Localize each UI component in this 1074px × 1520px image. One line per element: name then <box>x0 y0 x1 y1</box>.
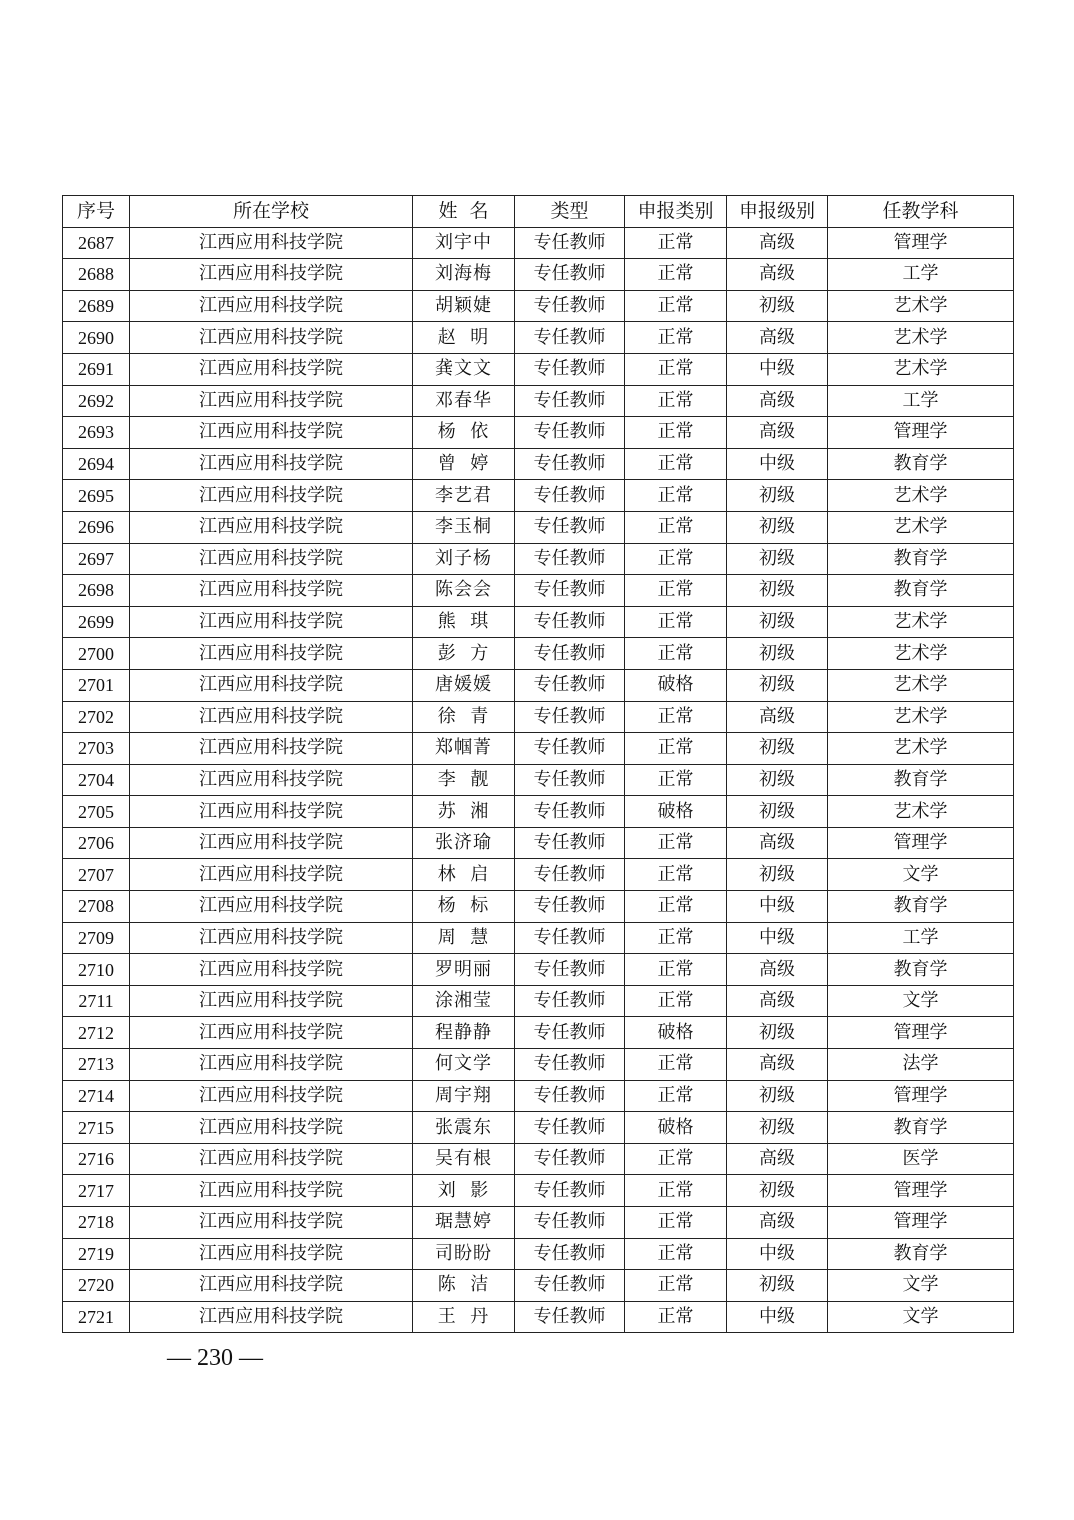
cell-name: 程静静 <box>413 1017 515 1049</box>
cell-name: 刘 影 <box>413 1175 515 1207</box>
table-row <box>63 1301 1014 1333</box>
cell-level: 中级 <box>727 353 828 385</box>
cell-seq: 2706 <box>63 827 130 859</box>
cell-subject: 艺术学 <box>828 796 1014 828</box>
cell-school: 江西应用科技学院 <box>130 1143 413 1175</box>
cell-school: 江西应用科技学院 <box>130 417 413 449</box>
cell-category: 正常 <box>625 1080 727 1112</box>
cell-subject: 工学 <box>828 385 1014 417</box>
cell-type: 专任教师 <box>515 1143 625 1175</box>
cell-category: 正常 <box>625 638 727 670</box>
cell-type: 专任教师 <box>515 1080 625 1112</box>
cell-school: 江西应用科技学院 <box>130 701 413 733</box>
cell-category: 正常 <box>625 385 727 417</box>
cell-category: 破格 <box>625 1112 727 1144</box>
cell-name: 刘宇中 <box>413 227 515 259</box>
cell-level: 高级 <box>727 1143 828 1175</box>
header-school: 所在学校 <box>130 196 413 228</box>
cell-level: 初级 <box>727 606 828 638</box>
cell-name: 琚慧婷 <box>413 1207 515 1239</box>
cell-seq: 2713 <box>63 1049 130 1081</box>
cell-school: 江西应用科技学院 <box>130 1270 413 1302</box>
cell-type: 专任教师 <box>515 511 625 543</box>
cell-category: 正常 <box>625 227 727 259</box>
cell-seq: 2717 <box>63 1175 130 1207</box>
cell-subject: 管理学 <box>828 227 1014 259</box>
cell-school: 江西应用科技学院 <box>130 1080 413 1112</box>
cell-seq: 2688 <box>63 259 130 291</box>
cell-type: 专任教师 <box>515 322 625 354</box>
cell-level: 初级 <box>727 764 828 796</box>
table-row <box>63 985 1014 1017</box>
table-row <box>63 954 1014 986</box>
table-row <box>63 1207 1014 1239</box>
cell-seq: 2700 <box>63 638 130 670</box>
cell-category: 正常 <box>625 1143 727 1175</box>
table-row <box>63 827 1014 859</box>
cell-level: 高级 <box>727 385 828 417</box>
cell-type: 专任教师 <box>515 448 625 480</box>
table-row <box>63 1049 1014 1081</box>
cell-level: 初级 <box>727 796 828 828</box>
cell-name: 李艺君 <box>413 480 515 512</box>
cell-school: 江西应用科技学院 <box>130 511 413 543</box>
cell-level: 初级 <box>727 480 828 512</box>
cell-seq: 2705 <box>63 796 130 828</box>
cell-school: 江西应用科技学院 <box>130 764 413 796</box>
cell-subject: 教育学 <box>828 575 1014 607</box>
cell-type: 专任教师 <box>515 227 625 259</box>
cell-category: 正常 <box>625 1049 727 1081</box>
cell-seq: 2721 <box>63 1301 130 1333</box>
cell-seq: 2702 <box>63 701 130 733</box>
cell-name: 李玉桐 <box>413 511 515 543</box>
cell-level: 初级 <box>727 669 828 701</box>
cell-school: 江西应用科技学院 <box>130 1238 413 1270</box>
header-level: 申报级别 <box>727 196 828 228</box>
cell-seq: 2699 <box>63 606 130 638</box>
cell-seq: 2711 <box>63 985 130 1017</box>
cell-subject: 艺术学 <box>828 511 1014 543</box>
cell-name: 郑帼菁 <box>413 733 515 765</box>
cell-subject: 管理学 <box>828 1017 1014 1049</box>
cell-school: 江西应用科技学院 <box>130 1049 413 1081</box>
cell-seq: 2703 <box>63 733 130 765</box>
cell-seq: 2687 <box>63 227 130 259</box>
header-category: 申报类别 <box>625 196 727 228</box>
table-row <box>63 1143 1014 1175</box>
cell-school: 江西应用科技学院 <box>130 227 413 259</box>
table-row <box>63 669 1014 701</box>
roster-table <box>62 195 1014 1333</box>
cell-name: 陈会会 <box>413 575 515 607</box>
cell-school: 江西应用科技学院 <box>130 954 413 986</box>
cell-type: 专任教师 <box>515 1270 625 1302</box>
cell-school: 江西应用科技学院 <box>130 1301 413 1333</box>
table-row <box>63 859 1014 891</box>
cell-subject: 管理学 <box>828 417 1014 449</box>
cell-seq: 2701 <box>63 669 130 701</box>
cell-type: 专任教师 <box>515 985 625 1017</box>
table-row <box>63 891 1014 923</box>
table-row <box>63 733 1014 765</box>
cell-subject: 教育学 <box>828 1112 1014 1144</box>
table-row <box>63 353 1014 385</box>
cell-school: 江西应用科技学院 <box>130 1017 413 1049</box>
cell-category: 正常 <box>625 575 727 607</box>
cell-subject: 工学 <box>828 259 1014 291</box>
table-row <box>63 1017 1014 1049</box>
cell-level: 初级 <box>727 1112 828 1144</box>
cell-subject: 文学 <box>828 859 1014 891</box>
cell-category: 正常 <box>625 1301 727 1333</box>
cell-name: 何文学 <box>413 1049 515 1081</box>
cell-seq: 2694 <box>63 448 130 480</box>
cell-name: 曾 婷 <box>413 448 515 480</box>
cell-subject: 教育学 <box>828 448 1014 480</box>
cell-name: 刘子杨 <box>413 543 515 575</box>
cell-level: 初级 <box>727 511 828 543</box>
cell-subject: 艺术学 <box>828 733 1014 765</box>
cell-category: 正常 <box>625 733 727 765</box>
cell-seq: 2704 <box>63 764 130 796</box>
cell-type: 专任教师 <box>515 733 625 765</box>
cell-subject: 管理学 <box>828 1080 1014 1112</box>
cell-category: 破格 <box>625 669 727 701</box>
cell-level: 初级 <box>727 859 828 891</box>
cell-subject: 艺术学 <box>828 701 1014 733</box>
cell-seq: 2696 <box>63 511 130 543</box>
cell-name: 林 启 <box>413 859 515 891</box>
cell-category: 正常 <box>625 764 727 796</box>
cell-level: 初级 <box>727 1270 828 1302</box>
cell-name: 涂湘莹 <box>413 985 515 1017</box>
cell-level: 高级 <box>727 259 828 291</box>
cell-seq: 2720 <box>63 1270 130 1302</box>
cell-category: 正常 <box>625 1270 727 1302</box>
table-row <box>63 1112 1014 1144</box>
cell-subject: 艺术学 <box>828 606 1014 638</box>
cell-seq: 2698 <box>63 575 130 607</box>
table-row <box>63 511 1014 543</box>
cell-seq: 2714 <box>63 1080 130 1112</box>
cell-category: 正常 <box>625 701 727 733</box>
cell-seq: 2715 <box>63 1112 130 1144</box>
cell-level: 高级 <box>727 1207 828 1239</box>
cell-level: 初级 <box>727 290 828 322</box>
cell-type: 专任教师 <box>515 1175 625 1207</box>
cell-name: 张济瑜 <box>413 827 515 859</box>
cell-level: 初级 <box>727 733 828 765</box>
cell-name: 龚文文 <box>413 353 515 385</box>
cell-name: 罗明丽 <box>413 954 515 986</box>
cell-name: 王 丹 <box>413 1301 515 1333</box>
cell-type: 专任教师 <box>515 891 625 923</box>
cell-name: 司盼盼 <box>413 1238 515 1270</box>
cell-subject: 工学 <box>828 922 1014 954</box>
header-subject: 任教学科 <box>828 196 1014 228</box>
cell-category: 正常 <box>625 1175 727 1207</box>
cell-school: 江西应用科技学院 <box>130 827 413 859</box>
table-row <box>63 922 1014 954</box>
cell-type: 专任教师 <box>515 1238 625 1270</box>
table-row <box>63 227 1014 259</box>
cell-type: 专任教师 <box>515 543 625 575</box>
table-row <box>63 480 1014 512</box>
cell-level: 中级 <box>727 922 828 954</box>
cell-level: 高级 <box>727 1049 828 1081</box>
page-number: — 230 — <box>167 1345 263 1371</box>
cell-name: 周宇翔 <box>413 1080 515 1112</box>
cell-type: 专任教师 <box>515 606 625 638</box>
cell-category: 正常 <box>625 511 727 543</box>
table-row <box>63 575 1014 607</box>
cell-type: 专任教师 <box>515 954 625 986</box>
cell-type: 专任教师 <box>515 259 625 291</box>
cell-category: 正常 <box>625 322 727 354</box>
cell-type: 专任教师 <box>515 827 625 859</box>
cell-subject: 教育学 <box>828 1238 1014 1270</box>
cell-name: 熊 琪 <box>413 606 515 638</box>
table-body <box>63 227 1014 1333</box>
cell-school: 江西应用科技学院 <box>130 1112 413 1144</box>
cell-school: 江西应用科技学院 <box>130 259 413 291</box>
cell-seq: 2716 <box>63 1143 130 1175</box>
cell-category: 正常 <box>625 827 727 859</box>
cell-subject: 文学 <box>828 1270 1014 1302</box>
cell-type: 专任教师 <box>515 417 625 449</box>
cell-name: 苏 湘 <box>413 796 515 828</box>
cell-subject: 文学 <box>828 985 1014 1017</box>
cell-type: 专任教师 <box>515 922 625 954</box>
cell-school: 江西应用科技学院 <box>130 1175 413 1207</box>
cell-subject: 管理学 <box>828 1207 1014 1239</box>
cell-subject: 教育学 <box>828 954 1014 986</box>
cell-name: 陈 洁 <box>413 1270 515 1302</box>
cell-level: 中级 <box>727 1238 828 1270</box>
cell-level: 高级 <box>727 701 828 733</box>
cell-seq: 2697 <box>63 543 130 575</box>
cell-category: 正常 <box>625 985 727 1017</box>
cell-subject: 艺术学 <box>828 669 1014 701</box>
cell-level: 高级 <box>727 954 828 986</box>
cell-name: 徐 青 <box>413 701 515 733</box>
cell-subject: 管理学 <box>828 1175 1014 1207</box>
cell-school: 江西应用科技学院 <box>130 1207 413 1239</box>
cell-name: 赵 明 <box>413 322 515 354</box>
table-row <box>63 1080 1014 1112</box>
cell-school: 江西应用科技学院 <box>130 669 413 701</box>
table-row <box>63 1238 1014 1270</box>
cell-subject: 艺术学 <box>828 322 1014 354</box>
cell-subject: 法学 <box>828 1049 1014 1081</box>
cell-subject: 教育学 <box>828 764 1014 796</box>
header-name: 姓 名 <box>413 196 515 228</box>
cell-category: 正常 <box>625 859 727 891</box>
cell-level: 初级 <box>727 638 828 670</box>
table-row <box>63 1270 1014 1302</box>
cell-level: 中级 <box>727 1301 828 1333</box>
cell-level: 初级 <box>727 1017 828 1049</box>
cell-school: 江西应用科技学院 <box>130 543 413 575</box>
cell-seq: 2690 <box>63 322 130 354</box>
cell-category: 破格 <box>625 1017 727 1049</box>
table-row <box>63 543 1014 575</box>
cell-type: 专任教师 <box>515 1017 625 1049</box>
cell-type: 专任教师 <box>515 353 625 385</box>
cell-category: 正常 <box>625 922 727 954</box>
table-row <box>63 1175 1014 1207</box>
table-row <box>63 638 1014 670</box>
cell-name: 李 靓 <box>413 764 515 796</box>
cell-type: 专任教师 <box>515 290 625 322</box>
cell-name: 胡颖婕 <box>413 290 515 322</box>
cell-school: 江西应用科技学院 <box>130 796 413 828</box>
cell-school: 江西应用科技学院 <box>130 480 413 512</box>
cell-category: 破格 <box>625 796 727 828</box>
cell-category: 正常 <box>625 1238 727 1270</box>
cell-category: 正常 <box>625 290 727 322</box>
cell-category: 正常 <box>625 606 727 638</box>
cell-type: 专任教师 <box>515 1207 625 1239</box>
cell-name: 杨 依 <box>413 417 515 449</box>
cell-level: 中级 <box>727 891 828 923</box>
cell-subject: 艺术学 <box>828 290 1014 322</box>
cell-seq: 2718 <box>63 1207 130 1239</box>
cell-subject: 艺术学 <box>828 480 1014 512</box>
cell-school: 江西应用科技学院 <box>130 353 413 385</box>
cell-name: 吴有根 <box>413 1143 515 1175</box>
cell-subject: 管理学 <box>828 827 1014 859</box>
cell-category: 正常 <box>625 1207 727 1239</box>
cell-type: 专任教师 <box>515 638 625 670</box>
cell-category: 正常 <box>625 954 727 986</box>
cell-school: 江西应用科技学院 <box>130 385 413 417</box>
cell-seq: 2691 <box>63 353 130 385</box>
cell-name: 邓春华 <box>413 385 515 417</box>
cell-seq: 2692 <box>63 385 130 417</box>
cell-name: 唐媛媛 <box>413 669 515 701</box>
table-header-row <box>63 196 1014 228</box>
cell-type: 专任教师 <box>515 575 625 607</box>
table-row <box>63 322 1014 354</box>
cell-level: 高级 <box>727 827 828 859</box>
cell-school: 江西应用科技学院 <box>130 448 413 480</box>
cell-type: 专任教师 <box>515 385 625 417</box>
cell-category: 正常 <box>625 448 727 480</box>
table-row <box>63 290 1014 322</box>
cell-name: 周 慧 <box>413 922 515 954</box>
cell-category: 正常 <box>625 353 727 385</box>
cell-category: 正常 <box>625 543 727 575</box>
cell-level: 初级 <box>727 575 828 607</box>
table-row <box>63 385 1014 417</box>
table-row <box>63 448 1014 480</box>
cell-name: 杨 标 <box>413 891 515 923</box>
cell-school: 江西应用科技学院 <box>130 606 413 638</box>
cell-name: 刘海梅 <box>413 259 515 291</box>
cell-seq: 2693 <box>63 417 130 449</box>
cell-level: 初级 <box>727 1080 828 1112</box>
cell-seq: 2695 <box>63 480 130 512</box>
cell-seq: 2689 <box>63 290 130 322</box>
cell-subject: 医学 <box>828 1143 1014 1175</box>
cell-school: 江西应用科技学院 <box>130 638 413 670</box>
table-row <box>63 606 1014 638</box>
cell-subject: 艺术学 <box>828 353 1014 385</box>
cell-category: 正常 <box>625 480 727 512</box>
header-type: 类型 <box>515 196 625 228</box>
cell-type: 专任教师 <box>515 480 625 512</box>
table-row <box>63 701 1014 733</box>
cell-type: 专任教师 <box>515 1112 625 1144</box>
cell-school: 江西应用科技学院 <box>130 322 413 354</box>
table-row <box>63 796 1014 828</box>
cell-seq: 2712 <box>63 1017 130 1049</box>
cell-type: 专任教师 <box>515 1049 625 1081</box>
cell-level: 高级 <box>727 322 828 354</box>
cell-subject: 文学 <box>828 1301 1014 1333</box>
cell-name: 张震东 <box>413 1112 515 1144</box>
table-row <box>63 259 1014 291</box>
cell-category: 正常 <box>625 259 727 291</box>
table-row <box>63 764 1014 796</box>
cell-type: 专任教师 <box>515 764 625 796</box>
cell-type: 专任教师 <box>515 701 625 733</box>
cell-school: 江西应用科技学院 <box>130 985 413 1017</box>
cell-type: 专任教师 <box>515 1301 625 1333</box>
cell-seq: 2708 <box>63 891 130 923</box>
cell-level: 高级 <box>727 227 828 259</box>
cell-school: 江西应用科技学院 <box>130 859 413 891</box>
cell-seq: 2710 <box>63 954 130 986</box>
cell-school: 江西应用科技学院 <box>130 922 413 954</box>
cell-school: 江西应用科技学院 <box>130 575 413 607</box>
header-seq: 序号 <box>63 196 130 228</box>
cell-level: 高级 <box>727 985 828 1017</box>
cell-school: 江西应用科技学院 <box>130 891 413 923</box>
cell-type: 专任教师 <box>515 796 625 828</box>
cell-level: 高级 <box>727 417 828 449</box>
cell-level: 初级 <box>727 543 828 575</box>
cell-subject: 教育学 <box>828 891 1014 923</box>
cell-school: 江西应用科技学院 <box>130 733 413 765</box>
cell-seq: 2719 <box>63 1238 130 1270</box>
cell-seq: 2709 <box>63 922 130 954</box>
cell-level: 中级 <box>727 448 828 480</box>
cell-category: 正常 <box>625 417 727 449</box>
cell-subject: 艺术学 <box>828 638 1014 670</box>
cell-category: 正常 <box>625 891 727 923</box>
cell-type: 专任教师 <box>515 669 625 701</box>
cell-name: 彭 方 <box>413 638 515 670</box>
cell-seq: 2707 <box>63 859 130 891</box>
cell-type: 专任教师 <box>515 859 625 891</box>
cell-level: 初级 <box>727 1175 828 1207</box>
cell-subject: 教育学 <box>828 543 1014 575</box>
table-row <box>63 417 1014 449</box>
cell-school: 江西应用科技学院 <box>130 290 413 322</box>
